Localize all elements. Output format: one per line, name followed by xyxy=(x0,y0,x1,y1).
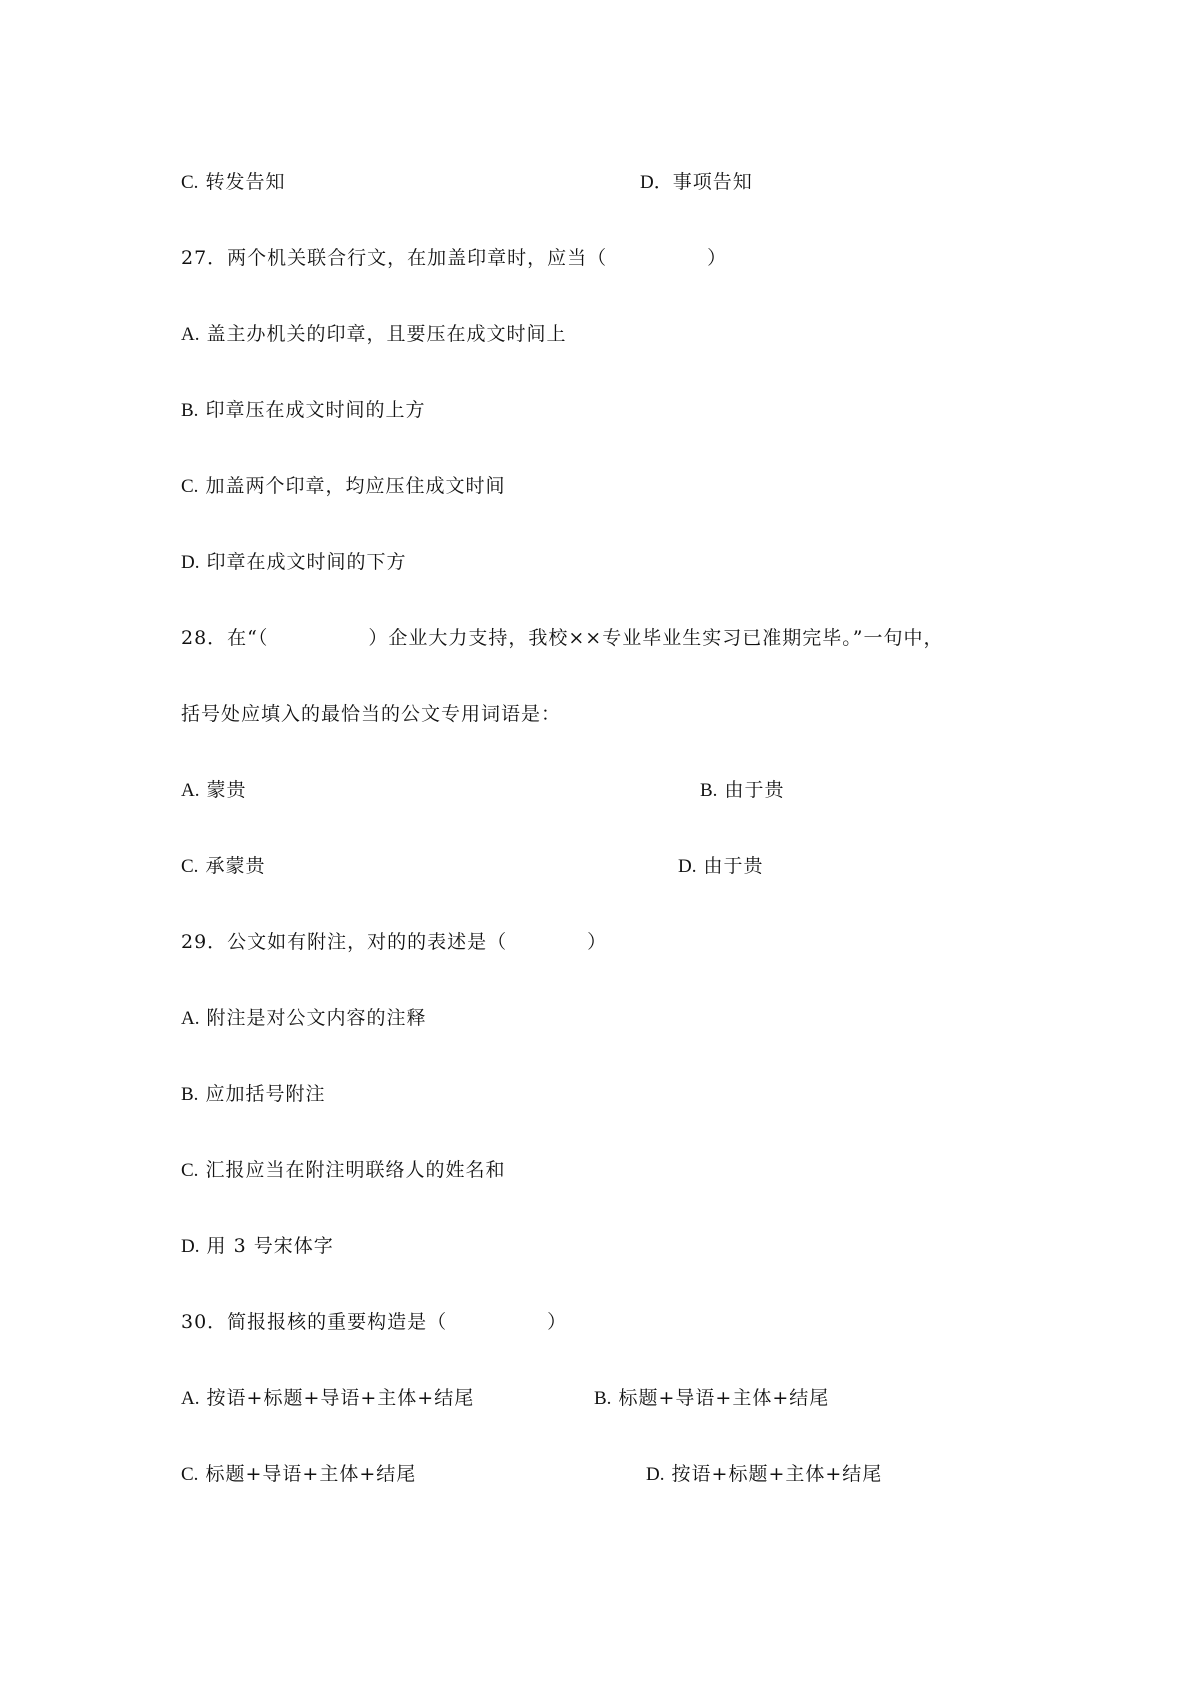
option-c xyxy=(181,1461,416,1488)
question-30 xyxy=(181,1309,567,1335)
option-label: C. xyxy=(181,172,199,193)
option-label: A. xyxy=(181,1388,200,1409)
option-label: C. xyxy=(181,856,199,877)
option-text: 蒙贵 xyxy=(206,779,247,801)
option-b xyxy=(181,397,426,424)
option-a xyxy=(181,1385,474,1412)
option-text: 承蒙贵 xyxy=(205,855,266,877)
option-label: C. xyxy=(181,1464,199,1485)
option-text: 汇报应当在附注明联络人的姓名和 xyxy=(205,1159,506,1181)
option-label: C. xyxy=(181,1160,199,1181)
option-b xyxy=(700,777,785,804)
option-label: D. xyxy=(678,856,697,877)
option-label: A. xyxy=(181,1008,200,1029)
option-text: 由于贵 xyxy=(724,779,785,801)
option-text: 按语+标题+主体+结尾 xyxy=(671,1463,883,1485)
question-text: 30．简报报核的重要构造是（ ） xyxy=(181,1311,568,1333)
option-d xyxy=(640,169,753,196)
option-label: D. xyxy=(646,1464,665,1485)
option-text: 按语+标题+导语+主体+结尾 xyxy=(206,1387,475,1409)
question-28 xyxy=(181,625,943,651)
option-text: 盖主办机关的印章，且要压在成文时间上 xyxy=(206,323,567,345)
option-b xyxy=(594,1385,829,1412)
option-label: D. xyxy=(181,552,200,573)
option-d xyxy=(181,1233,334,1260)
option-label: A. xyxy=(181,324,200,345)
option-c xyxy=(181,853,266,880)
option-c xyxy=(181,473,506,500)
option-d xyxy=(181,549,407,576)
option-label: A. xyxy=(181,780,200,801)
option-text: 标题+导语+主体+结尾 xyxy=(618,1387,830,1409)
option-a xyxy=(181,321,567,348)
option-a xyxy=(181,777,247,804)
option-label: C. xyxy=(181,476,199,497)
option-label: B. xyxy=(594,1388,612,1409)
option-label: D． xyxy=(640,172,673,193)
option-label: B. xyxy=(700,780,718,801)
option-text: 印章压在成文时间的上方 xyxy=(205,399,426,421)
option-b xyxy=(181,1081,326,1108)
question-text: 27．两个机关联合行文，在加盖印章时，应当（ ） xyxy=(181,247,728,269)
option-label: B. xyxy=(181,1084,199,1105)
option-text: 由于贵 xyxy=(703,855,764,877)
option-text: 应加括号附注 xyxy=(205,1083,326,1105)
option-text: 用 3 号宋体字 xyxy=(206,1235,334,1257)
question-28-continued xyxy=(181,701,561,727)
question-text: 28．在“（ ）企业大力支持，我校××专业毕业生实习已准期完毕。”一句中， xyxy=(181,627,944,649)
option-c xyxy=(181,1157,506,1184)
option-c xyxy=(181,169,286,196)
option-d xyxy=(646,1461,882,1488)
option-text: 附注是对公文内容的注释 xyxy=(206,1007,427,1029)
question-text: 括号处应填入的最恰当的公文专用词语是： xyxy=(181,703,562,725)
option-text: 加盖两个印章，均应压住成文时间 xyxy=(205,475,506,497)
question-29 xyxy=(181,929,607,955)
option-a xyxy=(181,1005,427,1032)
option-text: 转发告知 xyxy=(205,171,286,193)
option-d xyxy=(678,853,764,880)
option-text: 事项告知 xyxy=(672,171,753,193)
question-27 xyxy=(181,245,727,271)
question-text: 29．公文如有附注，对的的表述是（ ） xyxy=(181,931,608,953)
option-label: B. xyxy=(181,400,199,421)
option-text: 标题+导语+主体+结尾 xyxy=(205,1463,417,1485)
option-text: 印章在成文时间的下方 xyxy=(206,551,407,573)
option-label: D. xyxy=(181,1236,200,1257)
